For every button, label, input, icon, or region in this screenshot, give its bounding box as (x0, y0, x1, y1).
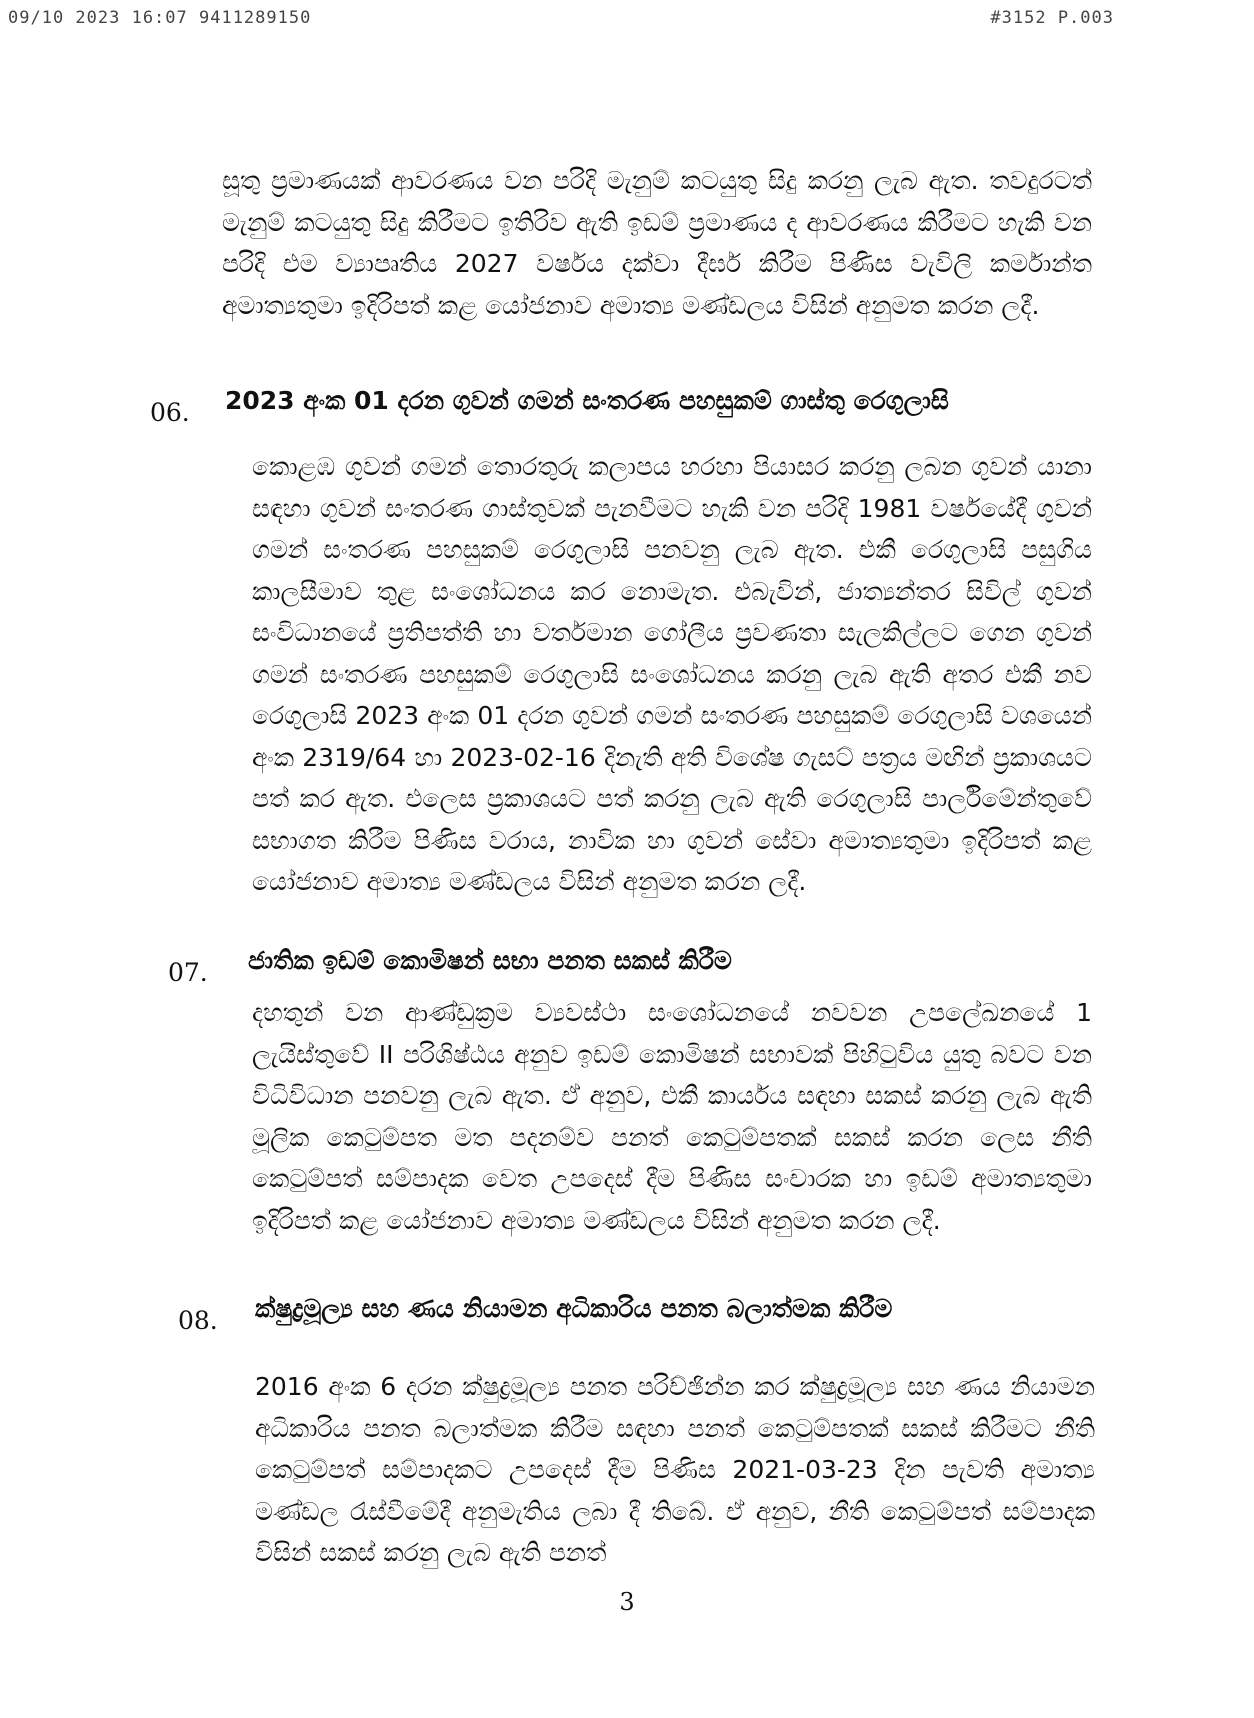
section-07-title: ජාතික ඉඩම් කොමිෂන් සභා පනත සකස් කිරීම (248, 946, 732, 975)
fax-header-stamp: 09/10 2023 16:07 9411289150 (8, 8, 312, 28)
section-07-body: දහතුන් වන ආණ්ඩුක්‍රම ව්‍යවස්ථා සංශෝධනයේ නවවන උපලේඛනයේ 1 ලැයිස්තුවේ II පරිශිෂ්ඨය අනුව ඉඩම් කොමිෂන් සභාවක් පිහිටුවිය යුතු බවට වන විධිවිධාන පනවනු ලැබ ඇත. ඒ අනුව, එකී කාර්යය සඳහා සකස් කරනු ලැබ ඇති මූලික කෙටුම්පත මත පදනම්ව පනත් කෙටුම්පතක් සකස් කරන ලෙස නීති කෙටුම්පත් සම්පාදක වෙත උපදෙස් දීම පිණිස සංචාරක හා ඉඩම් අමාත්‍යතුමා ඉදිරිපත් කළ යෝජනාව අමාත්‍ය මණ්ඩලය විසින් අනුමත කරන ලදී. (252, 998, 1092, 1235)
fax-page-stamp: #3152 P.003 (990, 8, 1114, 28)
section-06-number: 06. (150, 398, 190, 427)
intro-paragraph: සූතු ප්‍රමාණයක් ආවරණය වන පරිදි මැනුම් කටයුතු සිදු කරනු ලැබ ඇත. තවදුරටත් මැනුම් කටයුතු සිදු කිරීමට ඉතිරිව ඇති ඉඩම් ප්‍රමාණය ද ආවරණය කිරීමට හැකි වන පරිදි එම ව්‍යාපෘතිය 2027 වර්ෂය දක්වා දීර්ඝ කිරීම පිණිස වැවිලි කර්මාන්ත අමාත්‍යතුමා ඉදිරිපත් කළ යෝජනාව අමාත්‍ය මණ්ඩලය විසින් අනුමත කරන ලදී. (222, 166, 1092, 320)
section-07-number: 07. (168, 958, 208, 987)
section-06-body: කොළඹ ගුවන් ගමන් තොරතුරු කලාපය හරහා පියාසර කරනු ලබන ගුවන් යානා සඳහා ගුවන් සංතරණ ගාස්තුවක් පැනවීමට හැකි වන පරිදි 1981 වර්ෂයේදී ගුවන් ගමන් සංතරණ පහසුකම් රෙගුලාසි පනවනු ලැබ ඇත. එකී රෙගුලාසි පසුගිය කාලසීමාව තුළ සංශෝධනය කර නොමැත. එබැවින්, ජාත්‍යන්තර සිවිල් ගුවන් සංවිධානයේ ප්‍රතිපත්ති හා වර්තමාන ගෝලීය ප්‍රවණතා සැලකිල්ලට ගෙන ගුවන් ගමන් සංතරණ පහසුකම් රෙගුලාසි සංශෝධනය කරනු ලැබ ඇති අතර එකී නව රෙගුලාසි 2023 අංක 01 දරන ගුවන් ගමන් සංතරණ පහසුකම් රෙගුලාසි වශයෙන් අංක 2319/64 හා 2023-02-16 දිනැති අති විශේෂ ගැසට් පත්‍රය මඟින් ප්‍රකාශයට පත් කර ඇත. එලෙස ප්‍රකාශයට පත් කරනු ලැබ ඇති රෙගුලාසි පාර්ලිමේන්තුවේ සභාගත කිරීම පිණිස වරාය, නාවික හා ගුවන් සේවා අමාත්‍යතුමා ඉදිරිපත් කළ යෝජනාව අමාත්‍ය මණ්ඩලය විසින් අනුමත කරන ලදී. (252, 452, 1092, 896)
section-06-title: 2023 අංක 01 දරන ගුවන් ගමන් සංතරණ පහසුකම් ගාස්තු රෙගුලාසි (225, 386, 949, 415)
section-08-body: 2016 අංක 6 දරන ක්ෂුද්‍රමූල්‍ය පනත පරිච්ඡින්න කර ක්ෂුද්‍රමූල්‍ය සහ ණය නියාමන අධිකාරිය පනත බලාත්මක කිරීම සඳහා පනත් කෙටුම්පතක් සකස් කිරීමට නීති කෙටුම්පත් සම්පාදකට උපදෙස් දීම පිණිස 2021-03-23 දින පැවති අමාත්‍ය මණ්ඩල රැස්වීමේදී අනුමැතිය ලබා දී තිබේ. ඒ අනුව, නීති කෙටුම්පත් සම්පාදක විසින් සකස් කරනු ලැබ ඇති පනත් (255, 1372, 1095, 1567)
section-08-title: ක්ෂුද්‍රමූල්‍ය සහ ණය නියාමන අධිකාරිය පනත බලාත්මක කිරීම (255, 1294, 893, 1323)
page-number: 3 (619, 1588, 635, 1616)
section-08-number: 08. (178, 1306, 218, 1335)
